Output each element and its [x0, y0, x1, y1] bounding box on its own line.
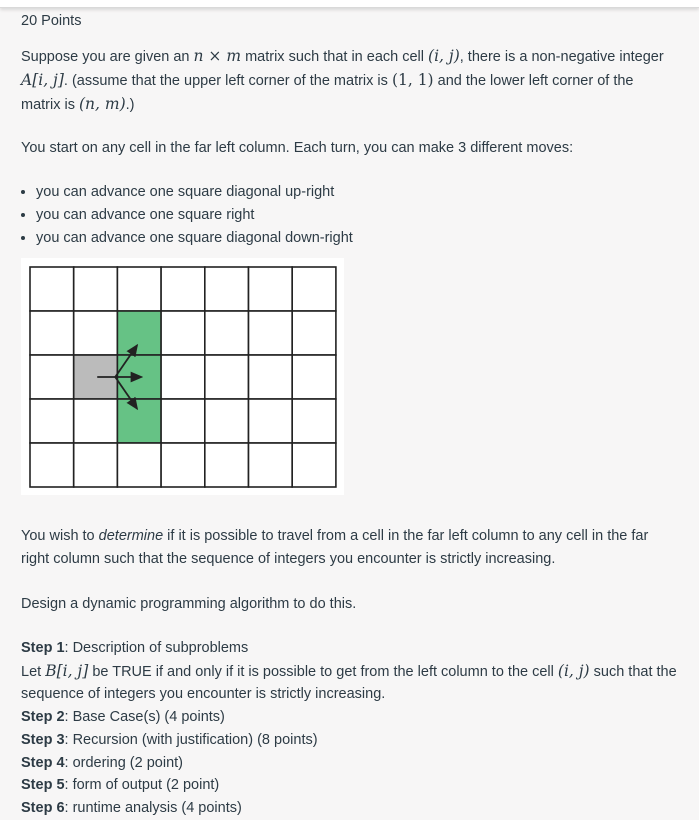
intro-text-5: and the lower left corner of the matrix is — [21, 73, 634, 113]
moves-grid-figure — [21, 258, 344, 495]
wish-emphasis: determine — [98, 528, 164, 544]
grid-cell — [74, 311, 118, 355]
grid-cell — [292, 443, 336, 487]
grid-cell — [205, 311, 249, 355]
grid-cell — [292, 267, 336, 311]
grid-cell — [249, 311, 293, 355]
intro-text-2: matrix such that in each cell — [241, 49, 429, 65]
math-B-index: [i, j] — [56, 661, 89, 680]
grid-cell — [74, 399, 118, 443]
wish-text-b: if it is possible to travel from a cell in the far left column to any cell in the far right column such that the sequence of integers you encounter is strictly increasing. — [21, 528, 649, 567]
start-paragraph: You start on any cell in the far left column. Each turn, you can make 3 different moves: — [21, 140, 574, 156]
grid-cell — [249, 355, 293, 399]
math-A-index: [i, j] — [32, 71, 64, 89]
intro-text-6: .) — [125, 97, 135, 113]
grid-cell — [117, 267, 161, 311]
grid-cell — [30, 399, 74, 443]
grid-cell — [74, 443, 118, 487]
grid-cell — [74, 267, 118, 311]
step-1 — [21, 637, 681, 660]
intro-text-3: , there is a non-negative integer — [459, 49, 664, 65]
points-label: 20 Points — [21, 13, 82, 29]
math-m: m — [226, 47, 242, 65]
grid-cell — [30, 267, 74, 311]
grid-cell — [249, 267, 293, 311]
grid-cell — [161, 399, 205, 443]
grid-cell — [292, 399, 336, 443]
step-3-text: : Recursion (with justification) (8 points) — [64, 731, 318, 748]
list-item: • you can advance one square right — [36, 204, 353, 227]
definition-text-c: such that the sequence of integers you encounter is strictly increasing. — [21, 663, 677, 703]
intro-text-4: . (assume that the upper left corner of the matrix is — [63, 73, 392, 89]
target-cell — [117, 399, 161, 443]
step-6-label: Step 6 — [21, 799, 65, 816]
grid-cell — [249, 443, 293, 487]
step-4-text: : ordering (2 point) — [64, 754, 183, 771]
list-item: • you can advance one square diagonal down-right — [36, 227, 353, 250]
math-times: × — [203, 47, 227, 65]
grid-cell — [161, 355, 205, 399]
step-5 — [21, 774, 681, 797]
step-2-text: : Base Case(s) (4 points) — [64, 709, 225, 726]
moves-list — [0, 181, 353, 250]
step-5-label: Step 5 — [21, 777, 65, 794]
grid-cell — [161, 267, 205, 311]
steps-section — [21, 637, 681, 820]
step-2-label: Step 2 — [21, 709, 65, 726]
grid-cell — [117, 443, 161, 487]
math-one-one: (1, 1) — [391, 71, 434, 89]
target-cell — [117, 311, 161, 355]
moves-grid-diagram — [21, 258, 344, 495]
definition-text-b: be TRUE if and only if it is possible to get from the left column to the cell — [88, 663, 558, 680]
math-cell-ij-2: (i, j) — [557, 661, 590, 680]
step-3 — [21, 729, 681, 752]
definition-text-a: Let — [21, 663, 46, 680]
grid-cell — [161, 443, 205, 487]
step-4 — [21, 752, 681, 775]
intro-paragraph — [21, 45, 671, 117]
step-1-label: Step 1 — [21, 640, 65, 656]
step-3-label: Step 3 — [21, 731, 65, 748]
design-paragraph: Design a dynamic programming algorithm to do this. — [21, 596, 357, 612]
grid-cell — [205, 443, 249, 487]
grid-cell — [30, 311, 74, 355]
step-1-definition — [21, 660, 681, 706]
step-6 — [21, 797, 681, 820]
grid-cell — [30, 443, 74, 487]
math-cell-ij: (i, j) — [428, 47, 460, 65]
grid-cell — [249, 399, 293, 443]
math-n-m: (n, m) — [79, 95, 126, 113]
list-item: • you can advance one square diagonal up-right — [36, 181, 353, 204]
grid-cell — [205, 399, 249, 443]
math-B: B — [45, 661, 57, 680]
grid-cell — [205, 267, 249, 311]
grid-cell — [292, 355, 336, 399]
step-4-label: Step 4 — [21, 754, 65, 771]
step-1-text: : Description of subproblems — [64, 640, 249, 656]
wish-text-a: You wish to — [21, 528, 99, 544]
top-toolbar-edge — [0, 0, 699, 8]
grid-cell — [292, 311, 336, 355]
grid-cell — [161, 311, 205, 355]
math-n: n — [193, 47, 204, 65]
grid-cell — [30, 355, 74, 399]
wish-paragraph — [21, 525, 671, 571]
grid-cell — [205, 355, 249, 399]
step-5-text: : form of output (2 point) — [64, 777, 220, 794]
step-6-text: : runtime analysis (4 points) — [64, 799, 242, 816]
intro-text-1: Suppose you are given an — [21, 49, 194, 65]
step-2 — [21, 706, 681, 729]
math-A: A — [21, 71, 33, 89]
